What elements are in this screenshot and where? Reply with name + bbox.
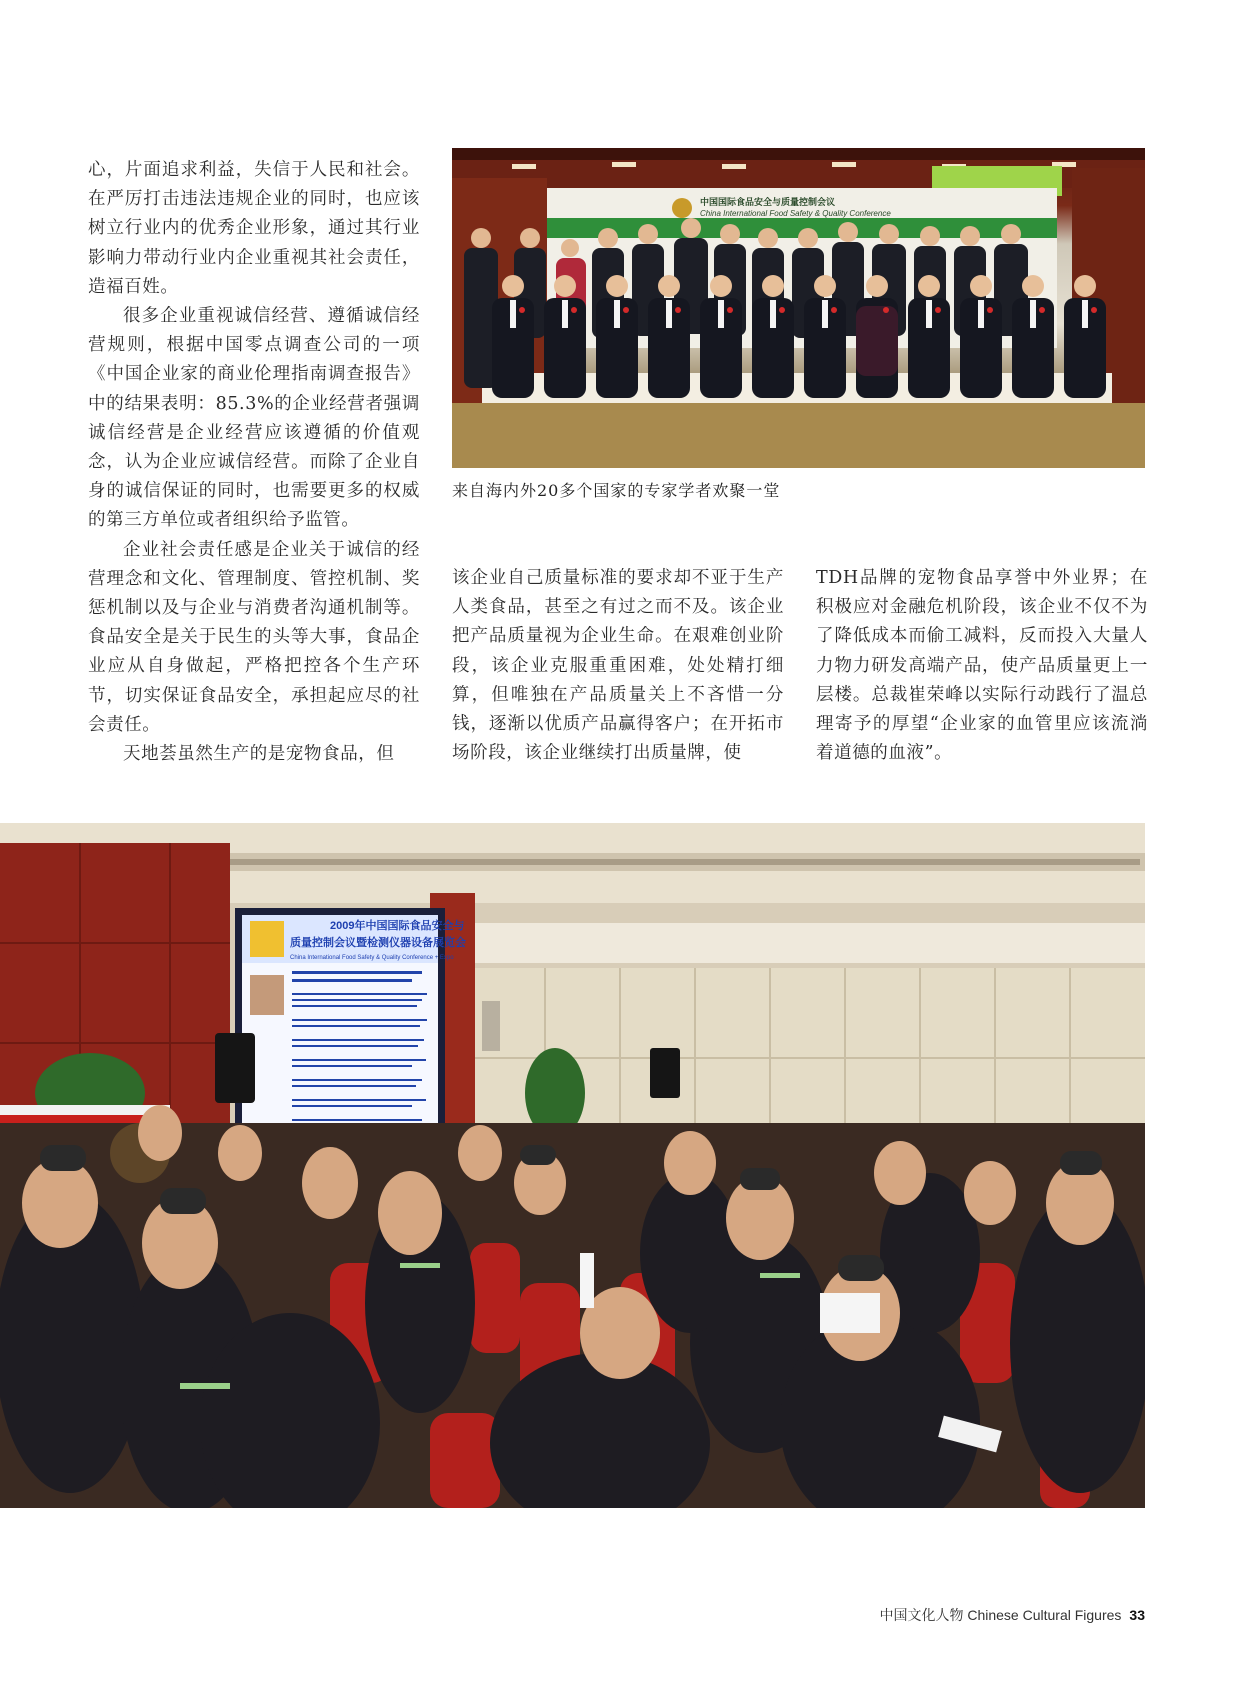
article-column-2 [452,564,784,768]
paragraph: 企业社会责任感是企业关于诚信的经营理念和文化、管理制度、管控机制、奖惩机制以及与企业与消费者沟通机制等。食品安全是关于民生的头等大事，食品企业应从自身做起，严格把控各个生产环节，切实保证食品安全，承担起应尽的社会责任。 [88,539,420,735]
paragraph: 心，片面追求利益，失信于人民和社会。在严厉打击违法违规企业的同时，也应该树立行业内的优秀企业形象，通过其行业影响力带动行业内企业重视其社会责任，造福百姓。 [88,160,420,297]
magazine-name: 中国文化人物 Chinese Cultural Figures [879,1607,1122,1623]
article-column-1 [88,156,420,769]
banner-chinese-title: 中国国际食品安全与质量控制会议 [700,197,836,207]
group-photo [452,148,1145,468]
article-column-3 [816,564,1148,768]
screen-title-line-1: 2009年中国国际食品安全与 [330,920,465,932]
paragraph: 该企业自己质量标准的要求却不亚于生产人类食品，甚至之有过之而不及。该企业把产品质量视为企业生命。在艰难创业阶段，该企业克服重重困难，处处精打细算，但唯独在产品质量关上不吝惜一分钱，逐渐以优质产品赢得客户；在开拓市场阶段，该企业继续打出质量牌，使 [452,568,784,764]
paragraph: TDH品牌的宠物食品享誉中外业界；在积极应对金融危机阶段，该企业不仅不为了降低成本而偷工减料，反而投入大量人力物力研发高端产品，使产品质量更上一层楼。总裁崔荣峰以实际行动践行了温总理寄予的厚望“企业家的血管里应该流淌着道德的血液”。 [816,568,1148,764]
paragraph: 天地荟虽然生产的是宠物食品，但 [123,744,395,765]
screen-subtitle: China International Food Safety & Quality Conference + Expo [290,955,454,961]
banner-english-title: China International Food Safety & Quality Conference [700,209,891,218]
page-footer [860,1605,1145,1625]
page-number: 33 [1129,1607,1145,1623]
photo-caption: 来自海内外20多个国家的专家学者欢聚一堂 [452,481,781,500]
paragraph: 很多企业重视诚信经营、遵循诚信经营规则，根据中国零点调查公司的一项《中国企业家的商业伦理指南调查报告》中的结果表明：85.3%的企业经营者强调诚信经营是企业经营应该遵循的价值观念，认为企业应诚信经营。而除了企业自身的诚信保证的同时，也需要更多的权威的第三方单位或者组织给予监管。 [88,306,420,531]
conference-photo [0,823,1145,1508]
screen-title-line-2: 质量控制会议暨检测仪器设备展览会 [290,937,466,949]
